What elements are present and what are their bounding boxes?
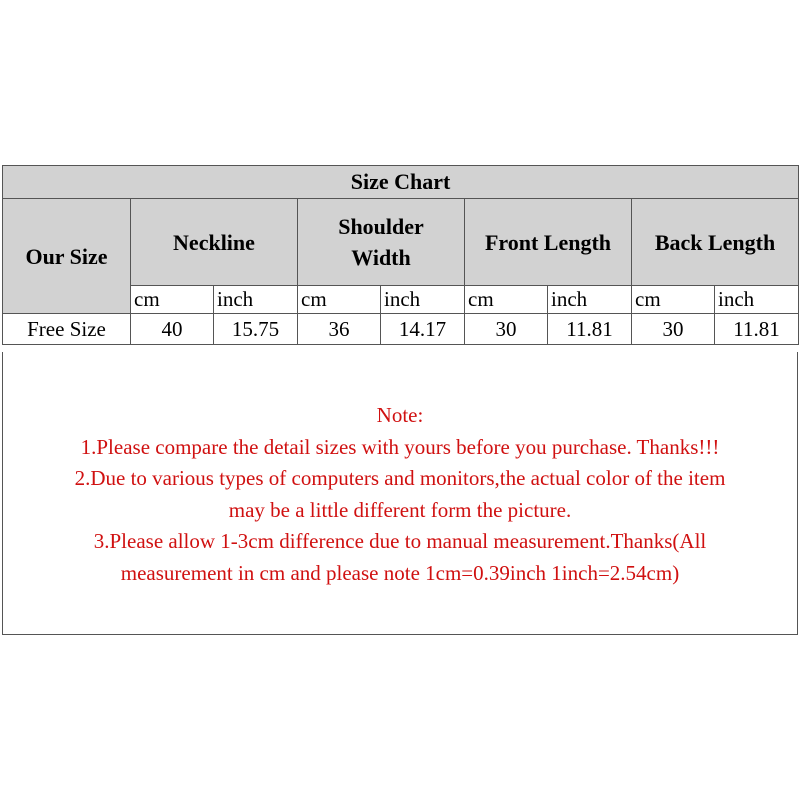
unit-cell: inch <box>715 286 799 314</box>
unit-cell: cm <box>298 286 381 314</box>
unit-cell: cm <box>131 286 214 314</box>
value-cell: 14.17 <box>381 314 465 345</box>
unit-cell: cm <box>632 286 715 314</box>
note-heading: Note: <box>376 403 424 427</box>
value-cell: 30 <box>465 314 548 345</box>
value-cell: 11.81 <box>548 314 632 345</box>
value-cell: 15.75 <box>214 314 298 345</box>
table-row <box>3 314 799 345</box>
unit-cell: cm <box>465 286 548 314</box>
value-cell: 11.81 <box>715 314 799 345</box>
unit-cell: inch <box>214 286 298 314</box>
note-box <box>2 352 798 635</box>
shoulder-width-header <box>298 199 465 286</box>
neckline-header: Neckline <box>131 199 298 286</box>
size-chart-table <box>2 165 799 345</box>
front-length-header: Front Length <box>465 199 632 286</box>
value-cell: 30 <box>632 314 715 345</box>
note-line: measurement in cm and please note 1cm=0.39inch 1inch=2.54cm) <box>120 560 680 585</box>
size-chart-title: Size Chart <box>3 166 799 199</box>
unit-cell: inch <box>548 286 632 314</box>
value-cell: 36 <box>298 314 381 345</box>
note-line: may be a little different form the picture. <box>228 497 572 522</box>
value-cell: 40 <box>131 314 214 345</box>
shoulder-header-line-1: Shoulder <box>338 214 424 239</box>
shoulder-header-line-2: Width <box>351 245 411 270</box>
our-size-header: Our Size <box>3 199 131 314</box>
back-length-header: Back Length <box>632 199 799 286</box>
size-chart <box>2 165 798 345</box>
note-text <box>3 400 797 589</box>
note-line: 2.Due to various types of computers and monitors,the actual color of the item <box>74 466 726 490</box>
unit-cell: inch <box>381 286 465 314</box>
note-line: 3.Please allow 1-3cm difference due to manual measurement.Thanks(All <box>93 529 707 553</box>
note-line: 1.Please compare the detail sizes with yours before you purchase. Thanks!!! <box>80 434 720 459</box>
size-label: Free Size <box>3 314 131 345</box>
